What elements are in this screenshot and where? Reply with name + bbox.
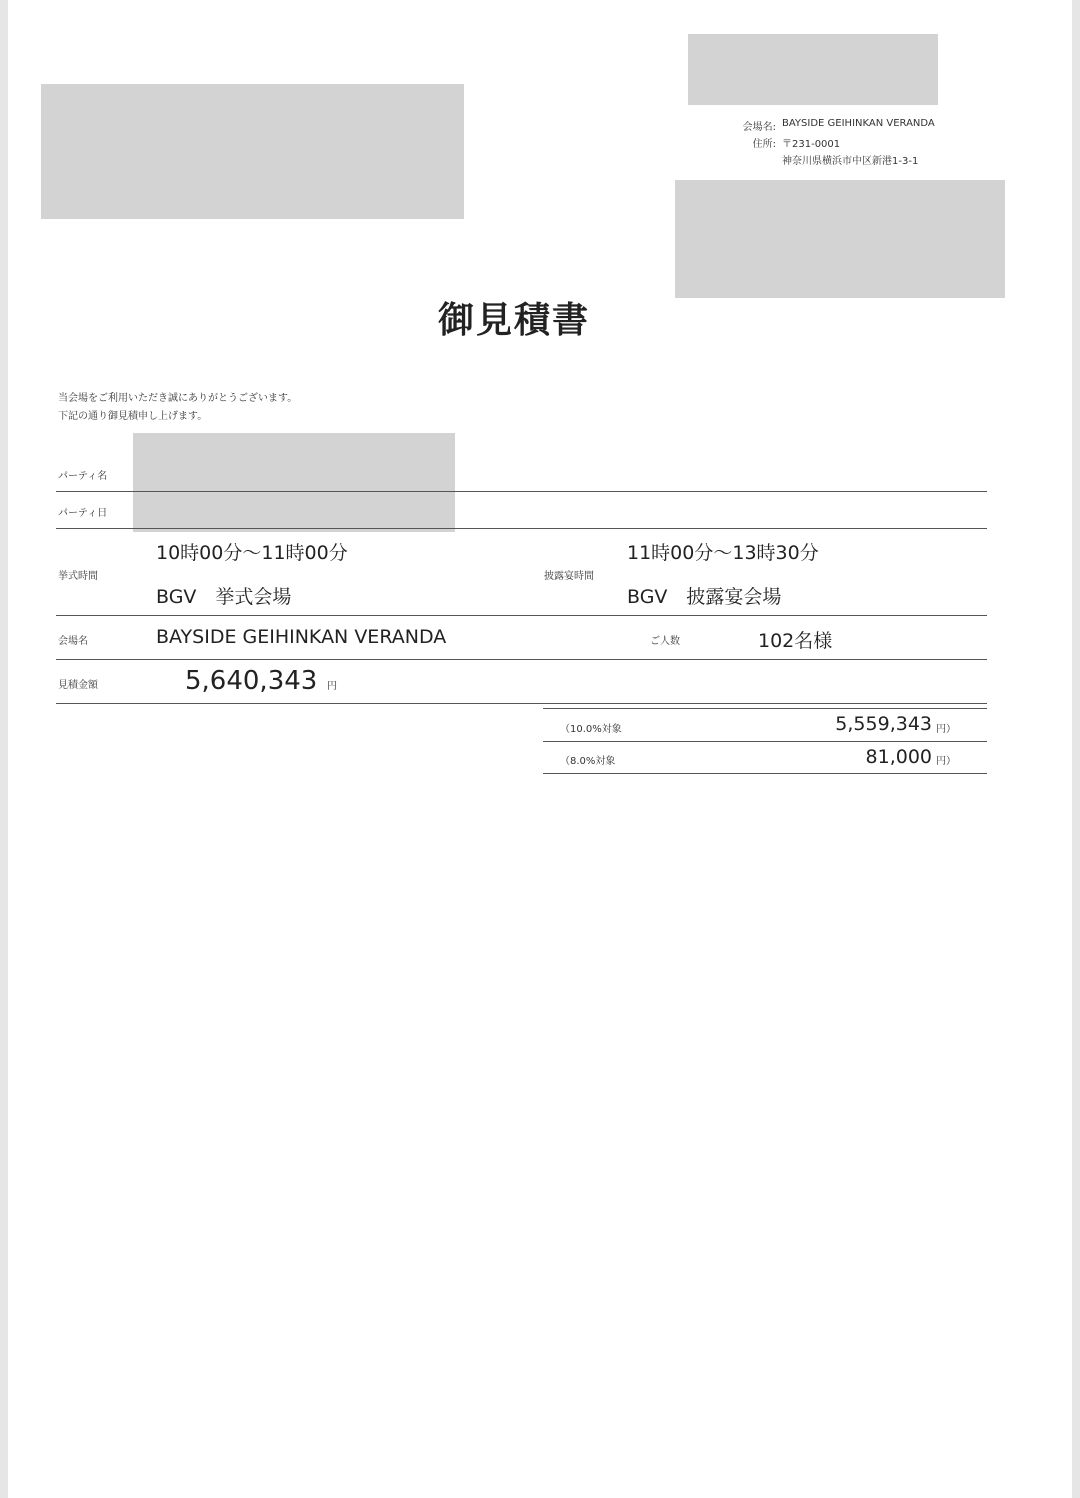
tax-10-label: （10.0%対象 (560, 724, 622, 735)
divider (543, 708, 987, 709)
greeting-line-1: 当会場をご利用いただき誠にありがとうございます。 (58, 393, 298, 404)
tax-10-unit: 円） (936, 724, 956, 735)
ceremony-place: BGV 挙式会場 (156, 586, 292, 608)
divider (56, 491, 987, 492)
divider (56, 615, 987, 616)
estimate-unit: 円 (327, 681, 337, 692)
ceremony-time-label: 挙式時間 (58, 571, 98, 582)
divider (543, 741, 987, 742)
venue-row-value: BAYSIDE GEIHINKAN VERANDA (156, 626, 447, 648)
reception-time: 11時00分～13時30分 (627, 542, 819, 564)
ceremony-time: 10時00分～11時00分 (156, 542, 348, 564)
venue-info-name: BAYSIDE GEIHINKAN VERANDA (782, 118, 935, 129)
reception-time-label: 披露宴時間 (544, 571, 594, 582)
document-title: 御見積書 (438, 300, 591, 341)
divider (56, 528, 987, 529)
party-date-label: パーティ日 (58, 508, 108, 519)
redacted-party-details (133, 433, 455, 532)
divider (56, 659, 987, 660)
address-label: 住所: (752, 139, 776, 150)
venue-row-label: 会場名 (58, 636, 88, 647)
greeting-line-2: 下記の通り御見積申し上げます。 (58, 411, 208, 422)
venue-info-label: 会場名: (742, 122, 776, 133)
redacted-recipient-block (41, 84, 464, 219)
tax-8-label: （8.0%対象 (560, 756, 616, 767)
tax-8-amount: 81,000 (865, 746, 932, 768)
tax-10-amount: 5,559,343 (835, 713, 932, 735)
redacted-company-logo (688, 34, 938, 105)
guests-label: ご人数 (650, 636, 680, 647)
reception-place: BGV 披露宴会場 (627, 586, 782, 608)
divider (56, 703, 987, 704)
party-name-label: パーティ名 (58, 471, 108, 482)
postal-code: 〒231-0001 (782, 139, 841, 150)
estimate-document (8, 0, 1072, 1498)
redacted-contact-block (675, 180, 1005, 298)
estimate-label: 見積金額 (58, 680, 98, 691)
divider (543, 773, 987, 774)
guests-count: 102名様 (758, 630, 833, 652)
estimate-amount: 5,640,343 (185, 666, 318, 696)
address: 神奈川県横浜市中区新港1-3-1 (782, 156, 919, 167)
tax-8-unit: 円） (936, 756, 956, 767)
